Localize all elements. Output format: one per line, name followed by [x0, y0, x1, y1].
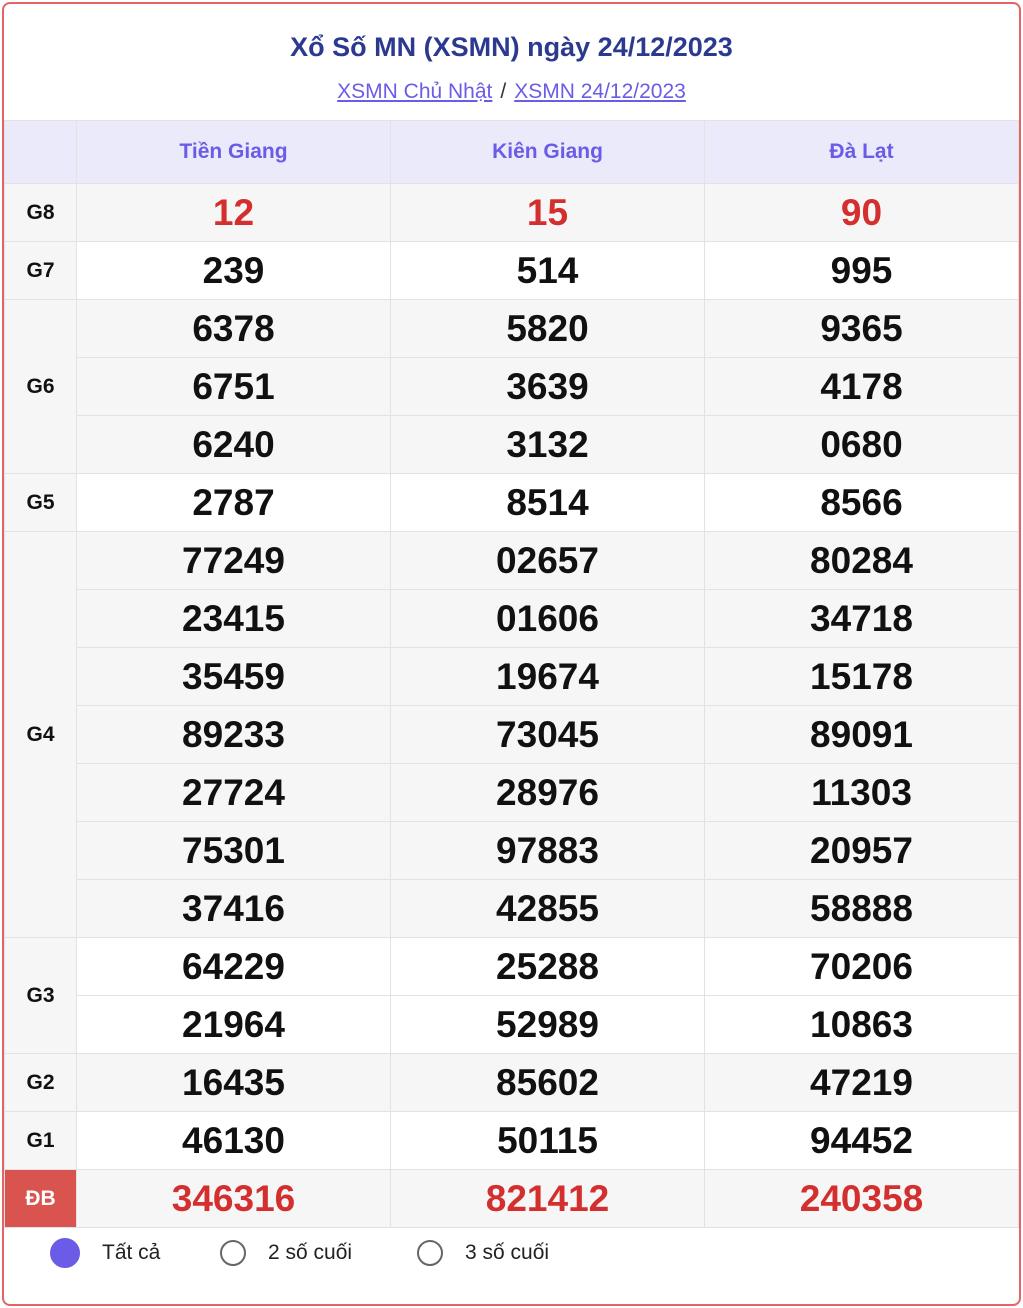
- prize-cell: [77, 242, 391, 300]
- prize-number: 21964: [182, 1004, 285, 1045]
- prize-row: [5, 242, 1019, 300]
- prize-number: 16435: [182, 1062, 285, 1103]
- prize-number: 52989: [496, 1004, 599, 1045]
- prize-cell: [705, 474, 1019, 532]
- prize-label: G3: [5, 938, 77, 1054]
- prize-row: [5, 938, 1019, 1054]
- prize-number: 75301: [77, 822, 390, 880]
- prize-cell: [705, 184, 1019, 242]
- radio-selected-icon[interactable]: [50, 1238, 80, 1268]
- prize-number: 64229: [77, 938, 390, 996]
- prize-number: 995: [830, 250, 893, 291]
- prize-number: 37416: [182, 888, 285, 929]
- prize-number: 27724: [77, 764, 390, 822]
- prize-label: G4: [5, 532, 77, 938]
- digit-filter-group: [4, 1219, 1019, 1289]
- prize-number: 240358: [799, 1178, 924, 1219]
- prize-cell: [77, 474, 391, 532]
- breadcrumb: [4, 80, 1019, 104]
- prize-number: 25288: [391, 938, 704, 996]
- prize-cell: [705, 938, 1019, 1054]
- prize-number: 85602: [496, 1062, 599, 1103]
- corner-cell: [5, 121, 77, 184]
- prize-row: [5, 532, 1019, 938]
- breadcrumb-separator: /: [500, 80, 507, 103]
- prize-number: 514: [516, 250, 579, 291]
- radio-icon[interactable]: [417, 1240, 443, 1266]
- prize-label: G8: [5, 184, 77, 242]
- prize-number: 6751: [77, 358, 390, 416]
- prize-number: 821412: [485, 1178, 610, 1219]
- prize-cell: [705, 242, 1019, 300]
- prize-number: 8566: [820, 482, 903, 523]
- prize-number: 73045: [391, 706, 704, 764]
- prize-cell: [391, 300, 705, 474]
- prize-label: G2: [5, 1054, 77, 1112]
- prize-label: G5: [5, 474, 77, 532]
- prize-cell: [77, 532, 391, 938]
- prize-row: [5, 300, 1019, 474]
- prize-cell: [77, 184, 391, 242]
- prize-number: 46130: [182, 1120, 285, 1161]
- page-title: Xổ Số MN (XSMN) ngày 24/12/2023: [290, 32, 733, 62]
- prize-cell: [77, 1112, 391, 1170]
- province-header-row: [5, 121, 1019, 184]
- prize-number: 97883: [391, 822, 704, 880]
- prize-cell: [391, 1054, 705, 1112]
- prize-number: 11303: [705, 764, 1018, 822]
- province-header[interactable]: Đà Lạt: [705, 121, 1019, 184]
- results-panel: [2, 2, 1021, 1306]
- prize-number: 239: [202, 250, 265, 291]
- prize-number: 02657: [391, 532, 704, 590]
- prize-number: 47219: [810, 1062, 913, 1103]
- province-header[interactable]: Kiên Giang: [391, 121, 705, 184]
- prize-number: 15178: [705, 648, 1018, 706]
- prize-number: 4178: [705, 358, 1018, 416]
- prize-number: 6378: [77, 300, 390, 358]
- prize-number: 89091: [705, 706, 1018, 764]
- breadcrumb-link-sunday[interactable]: XSMN Chủ Nhật: [337, 80, 493, 103]
- prize-number: 01606: [391, 590, 704, 648]
- filter-label: 3 số cuối: [465, 1241, 550, 1264]
- prize-number: 28976: [391, 764, 704, 822]
- prize-number: 19674: [391, 648, 704, 706]
- prize-number: 8514: [506, 482, 589, 523]
- filter-label: Tất cả: [102, 1241, 161, 1264]
- prize-cell: [77, 300, 391, 474]
- prize-cell: [391, 474, 705, 532]
- prize-cell: [705, 1054, 1019, 1112]
- prize-label: ĐB: [5, 1170, 77, 1228]
- prize-number: 50115: [497, 1120, 598, 1161]
- province-header[interactable]: Tiền Giang: [77, 121, 391, 184]
- prize-number: 6240: [192, 424, 275, 465]
- prize-number: 12: [212, 192, 255, 233]
- prize-number: 70206: [705, 938, 1018, 996]
- prize-cell: [391, 184, 705, 242]
- prize-number: 15: [526, 192, 569, 233]
- prize-row: [5, 1054, 1019, 1112]
- prize-number: 35459: [77, 648, 390, 706]
- prize-cell: [705, 532, 1019, 938]
- prize-number: 2787: [192, 482, 275, 523]
- prize-number: 9365: [705, 300, 1018, 358]
- radio-icon[interactable]: [220, 1240, 246, 1266]
- prize-number: 5820: [391, 300, 704, 358]
- prize-number: 94452: [810, 1120, 913, 1161]
- breadcrumb-link-date[interactable]: XSMN 24/12/2023: [514, 80, 686, 103]
- filter-label: 2 số cuối: [268, 1241, 353, 1264]
- prize-cell: [391, 242, 705, 300]
- prize-label: G6: [5, 300, 77, 474]
- prize-number: 0680: [820, 424, 903, 465]
- prize-row: [5, 184, 1019, 242]
- prize-row: [5, 474, 1019, 532]
- prize-cell: [391, 1112, 705, 1170]
- prize-number: 3639: [391, 358, 704, 416]
- prize-number: 90: [840, 192, 883, 233]
- prize-number: 77249: [77, 532, 390, 590]
- prize-row: [5, 1112, 1019, 1170]
- prize-number: 89233: [77, 706, 390, 764]
- prize-number: 42855: [496, 888, 599, 929]
- filter-option-all[interactable]: [50, 1237, 160, 1269]
- prize-cell: [391, 938, 705, 1054]
- prize-cell: [77, 1054, 391, 1112]
- prize-cell: [391, 532, 705, 938]
- filter-option-last2[interactable]: [220, 1237, 352, 1269]
- prize-label: G7: [5, 242, 77, 300]
- prize-number: 3132: [506, 424, 589, 465]
- results-table: [4, 120, 1019, 1228]
- prize-number: 23415: [77, 590, 390, 648]
- prize-number: 34718: [705, 590, 1018, 648]
- prize-label: G1: [5, 1112, 77, 1170]
- prize-cell: [705, 1112, 1019, 1170]
- filter-option-last3[interactable]: [417, 1237, 549, 1269]
- prize-number: 80284: [705, 532, 1018, 590]
- prize-cell: [77, 938, 391, 1054]
- prize-cell: [705, 300, 1019, 474]
- prize-number: 346316: [171, 1178, 296, 1219]
- prize-number: 20957: [705, 822, 1018, 880]
- prize-number: 10863: [810, 1004, 913, 1045]
- prize-number: 58888: [810, 888, 913, 929]
